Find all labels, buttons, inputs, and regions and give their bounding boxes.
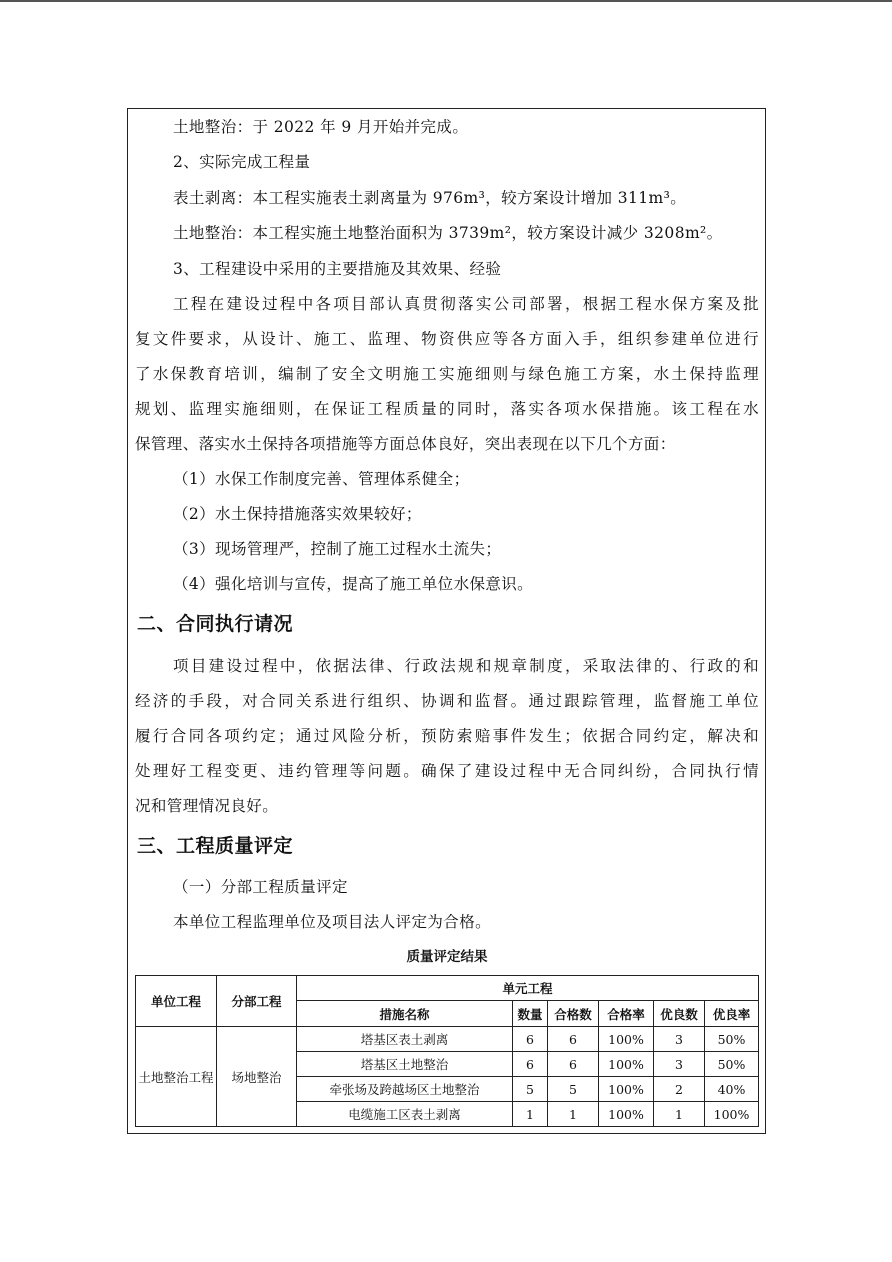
- cell-excellent-rate: 100%: [705, 1102, 759, 1127]
- cell-excellent-rate: 50%: [705, 1027, 759, 1052]
- heading-quality-assessment: 三、工程质量评定: [137, 835, 294, 857]
- cell-measure-name: 塔基区表土剥离: [297, 1027, 513, 1052]
- cell-measure-name: 电缆施工区表土剥离: [297, 1102, 513, 1127]
- header-count: 数量: [513, 1001, 548, 1027]
- cell-qualified-count: 5: [548, 1077, 599, 1102]
- cell-measure-name: 塔基区土地整治: [297, 1052, 513, 1077]
- header-measure-name: 措施名称: [297, 1001, 513, 1027]
- measures-paragraph-line: 了水保教育培训，编制了安全文明施工实施细则与绿色施工方案，水土保持监理: [135, 365, 759, 383]
- contract-paragraph-line: 履行合同各项约定；通过风险分析，预防索赔事件发生；依据合同约定，解决和: [135, 727, 759, 745]
- cell-sub-project: 场地整治: [217, 1027, 297, 1127]
- quality-assessment-table: [135, 975, 759, 1127]
- list-item: （1）水保工作制度完善、管理体系健全；: [173, 470, 470, 488]
- header-qualified-count: 合格数: [548, 1001, 599, 1027]
- subsection-title: （一）分部工程质量评定: [173, 878, 348, 896]
- paragraph-land-remediation-date: 土地整治：于 2022 年 9 月开始并完成。: [173, 118, 469, 136]
- header-qualified-rate: 合格率: [599, 1001, 654, 1027]
- cell-qualified-rate: 100%: [599, 1052, 654, 1077]
- measures-paragraph-line: 工程在建设过程中各项目部认真贯彻落实公司部署，根据工程水保方案及批: [173, 295, 759, 313]
- cell-excellent-rate: 40%: [705, 1077, 759, 1102]
- cell-qualified-count: 1: [548, 1102, 599, 1127]
- contract-paragraph-line: 况和管理情况良好。: [135, 797, 279, 815]
- header-excellent-count: 优良数: [654, 1001, 705, 1027]
- cell-count: 5: [513, 1077, 548, 1102]
- cell-excellent-count: 3: [654, 1027, 705, 1052]
- header-sub-project: 分部工程: [217, 976, 297, 1027]
- list-item: （3）现场管理严，控制了施工过程水土流失；: [173, 540, 502, 558]
- cell-count: 1: [513, 1102, 548, 1127]
- contract-paragraph-line: 经济的手段，对合同关系进行组织、协调和监督。通过跟踪管理，监督施工单位: [135, 692, 759, 710]
- list-item: （2）水土保持措施落实效果较好；: [173, 505, 422, 523]
- measures-paragraph-line: 规划、监理实施细则，在保证工程质量的同时，落实各项水保措施。该工程在水: [135, 400, 759, 418]
- cell-qualified-rate: 100%: [599, 1077, 654, 1102]
- measures-paragraph-line: 复文件要求，从设计、施工、监理、物资供应等各方面入手，组织参建单位进行: [135, 330, 759, 348]
- cell-excellent-rate: 50%: [705, 1052, 759, 1077]
- heading-contract-execution: 二、合同执行请况: [137, 613, 294, 635]
- cell-qualified-rate: 100%: [599, 1102, 654, 1127]
- cell-qualified-rate: 100%: [599, 1027, 654, 1052]
- header-element-project: 单元工程: [297, 976, 759, 1001]
- cell-excellent-count: 2: [654, 1077, 705, 1102]
- cell-count: 6: [513, 1052, 548, 1077]
- section-actual-quantity-title: 2、实际完成工程量: [173, 153, 311, 171]
- header-excellent-rate: 优良率: [705, 1001, 759, 1027]
- cell-qualified-count: 6: [548, 1027, 599, 1052]
- cell-qualified-count: 6: [548, 1052, 599, 1077]
- cell-count: 6: [513, 1027, 548, 1052]
- measures-paragraph-line: 保管理、落实水土保持各项措施等方面总体良好，突出表现在以下几个方面：: [135, 435, 676, 453]
- paragraph-assessment-result: 本单位工程监理单位及项目法人评定为合格。: [173, 913, 492, 931]
- cell-unit-project: 土地整治工程: [136, 1027, 217, 1127]
- paragraph-topsoil-stripping: 表土剥离：本工程实施表土剥离量为 976m³，较方案设计增加 311m³。: [173, 189, 687, 207]
- table-caption: 质量评定结果: [406, 949, 488, 965]
- cell-excellent-count: 3: [654, 1052, 705, 1077]
- table-row: [136, 1027, 759, 1052]
- list-item: （4）强化培训与宣传，提高了施工单位水保意识。: [173, 575, 534, 593]
- cell-excellent-count: 1: [654, 1102, 705, 1127]
- contract-paragraph-line: 处理好工程变更、违约管理等问题。确保了建设过程中无合同纠纷，合同执行情: [135, 762, 759, 780]
- top-border-line: [0, 0, 892, 2]
- cell-measure-name: 牵张场及跨越场区土地整治: [297, 1077, 513, 1102]
- section-measures-title: 3、工程建设中采用的主要措施及其效果、经验: [173, 260, 502, 278]
- header-unit-project: 单位工程: [136, 976, 217, 1027]
- paragraph-land-remediation-area: 土地整治：本工程实施土地整治面积为 3739m²，较方案设计减少 3208m²。: [173, 224, 723, 242]
- contract-paragraph-line: 项目建设过程中，依据法律、行政法规和规章制度，采取法律的、行政的和: [173, 657, 759, 675]
